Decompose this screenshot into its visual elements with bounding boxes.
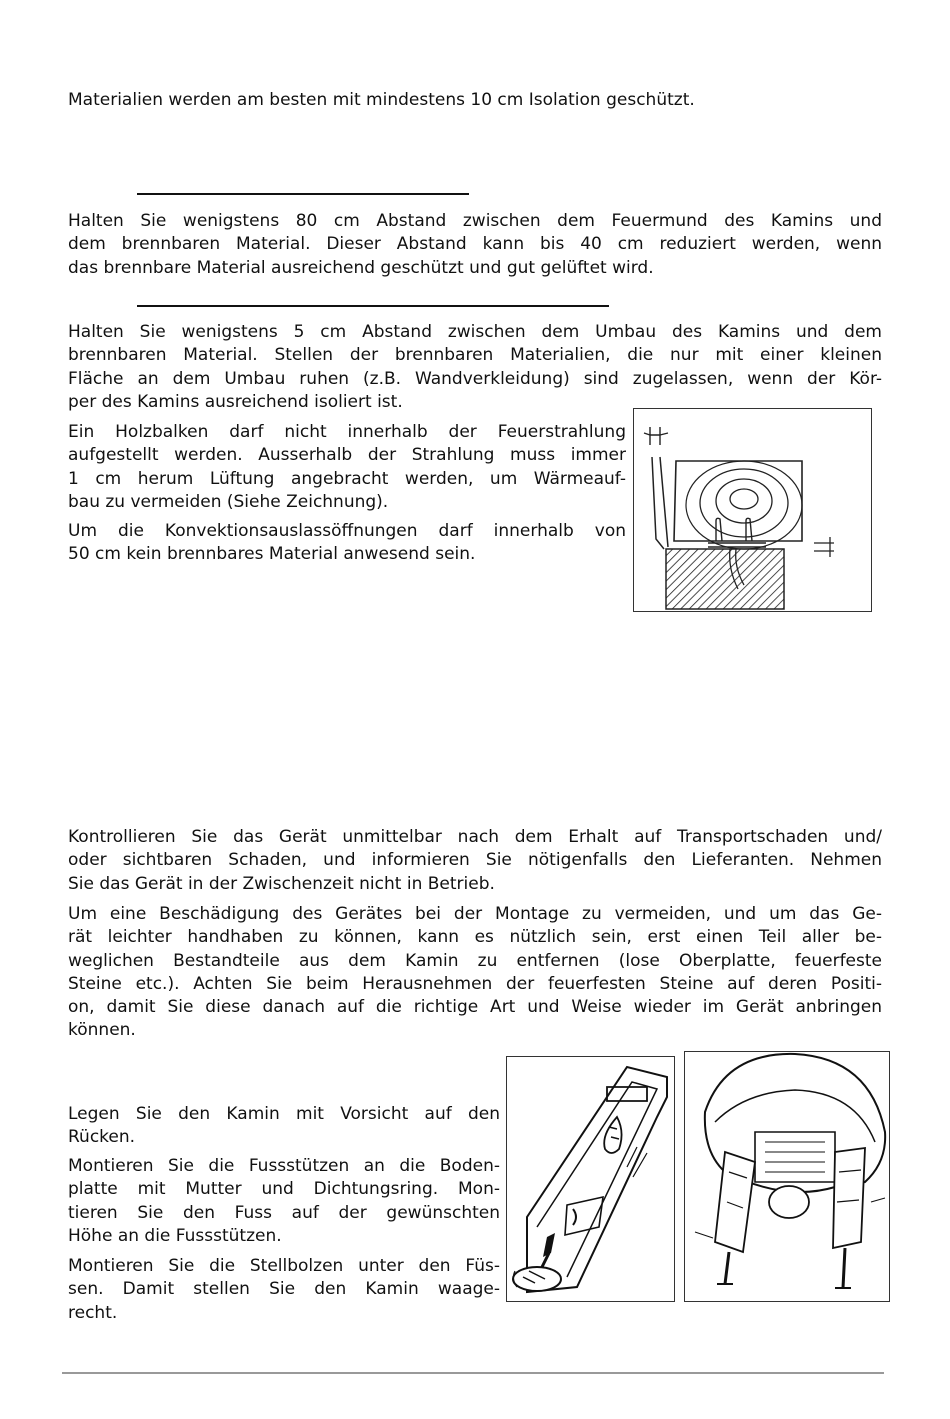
beam-radiation-drawing [633, 408, 872, 612]
paragraph-remove-parts: Um eine Beschädigung des Gerätes bei der Montage zu vermeiden, und um das Ge- rät leichter handhaben zu können, kann es nützlich sein, erst einen Teil aller be- weglichen Bestandteile aus dem Kamin zu entfernen (lose Oberplatte, feuerfeste Steine etc.). Achten Sie beim Herausnehmen der feuerfesten Steine auf deren Positi- on, damit Sie diese danach auf die richtige Art und Weise wieder im Gerät anbringen können. [68, 904, 882, 1041]
paragraph-convection-outlets: Um die Konvektionsauslassöffnungen darf innerhalb von 50 cm kein brennbares Material anwesend sein. [68, 521, 626, 565]
heading-placeholder-rule [137, 193, 469, 195]
stove-feet-illustration [685, 1052, 889, 1301]
paragraph-lay-on-back: Legen Sie den Kamin mit Vorsicht auf den Rücken. [68, 1104, 500, 1148]
paragraph-distance-fire-mouth: Halten Sie wenigstens 80 cm Abstand zwischen dem Feuermund des Kamins und dem brennbaren Material. Dieser Abstand kann bis 40 cm reduziert werden, wenn das brennbare Material ausreichend geschützt und gut gelüftet wird. [68, 211, 882, 278]
beam-radiation-illustration [634, 409, 871, 611]
footer-rule [62, 1372, 884, 1374]
paragraph-wooden-beam: Ein Holzbalken darf nicht innerhalb der Feuerstrahlung aufgestellt werden. Ausserhalb der Strahlung muss immer 1 cm herum Lüftung angebracht werden, um Wärmeauf- bau zu vermeiden (Siehe Zeichnung). [68, 422, 626, 512]
heading-placeholder-rule [137, 305, 609, 307]
foot-support-illustration [507, 1057, 674, 1301]
paragraph-levelling-bolts: Montieren Sie die Stellbolzen unter den Füs- sen. Damit stellen Sie den Kamin waage- recht. [68, 1256, 500, 1323]
stove-feet-photo [684, 1051, 890, 1302]
paragraph-mount-feet: Montieren Sie die Fussstützen an die Boden- platte mit Mutter und Dichtungsring. Mon- tieren Sie den Fuss auf der gewünschten Höhe an die Fussstützen. [68, 1156, 500, 1246]
paragraph-insulation: Materialien werden am besten mit mindestens 10 cm Isolation geschützt. [68, 90, 695, 110]
paragraph-distance-surround: Halten Sie wenigstens 5 cm Abstand zwischen dem Umbau des Kamins und dem brennbaren Material. Stellen der brennbaren Materialien, die nur mit einer kleinen Fläche an dem Umbau ruhen (z.B. Wandverkleidung) sind zugelassen, wenn der Kör- per des Kamins ausreichend isoliert ist. [68, 322, 882, 412]
paragraph-transport-damage: Kontrollieren Sie das Gerät unmittelbar nach dem Erhalt auf Transportschaden und/ oder sichtbaren Schaden, und informieren Sie nötigenfalls den Lieferanten. Nehmen Sie das Gerät in der Zwischenzeit nicht in Betrieb. [68, 827, 882, 894]
foot-support-photo [506, 1056, 675, 1302]
